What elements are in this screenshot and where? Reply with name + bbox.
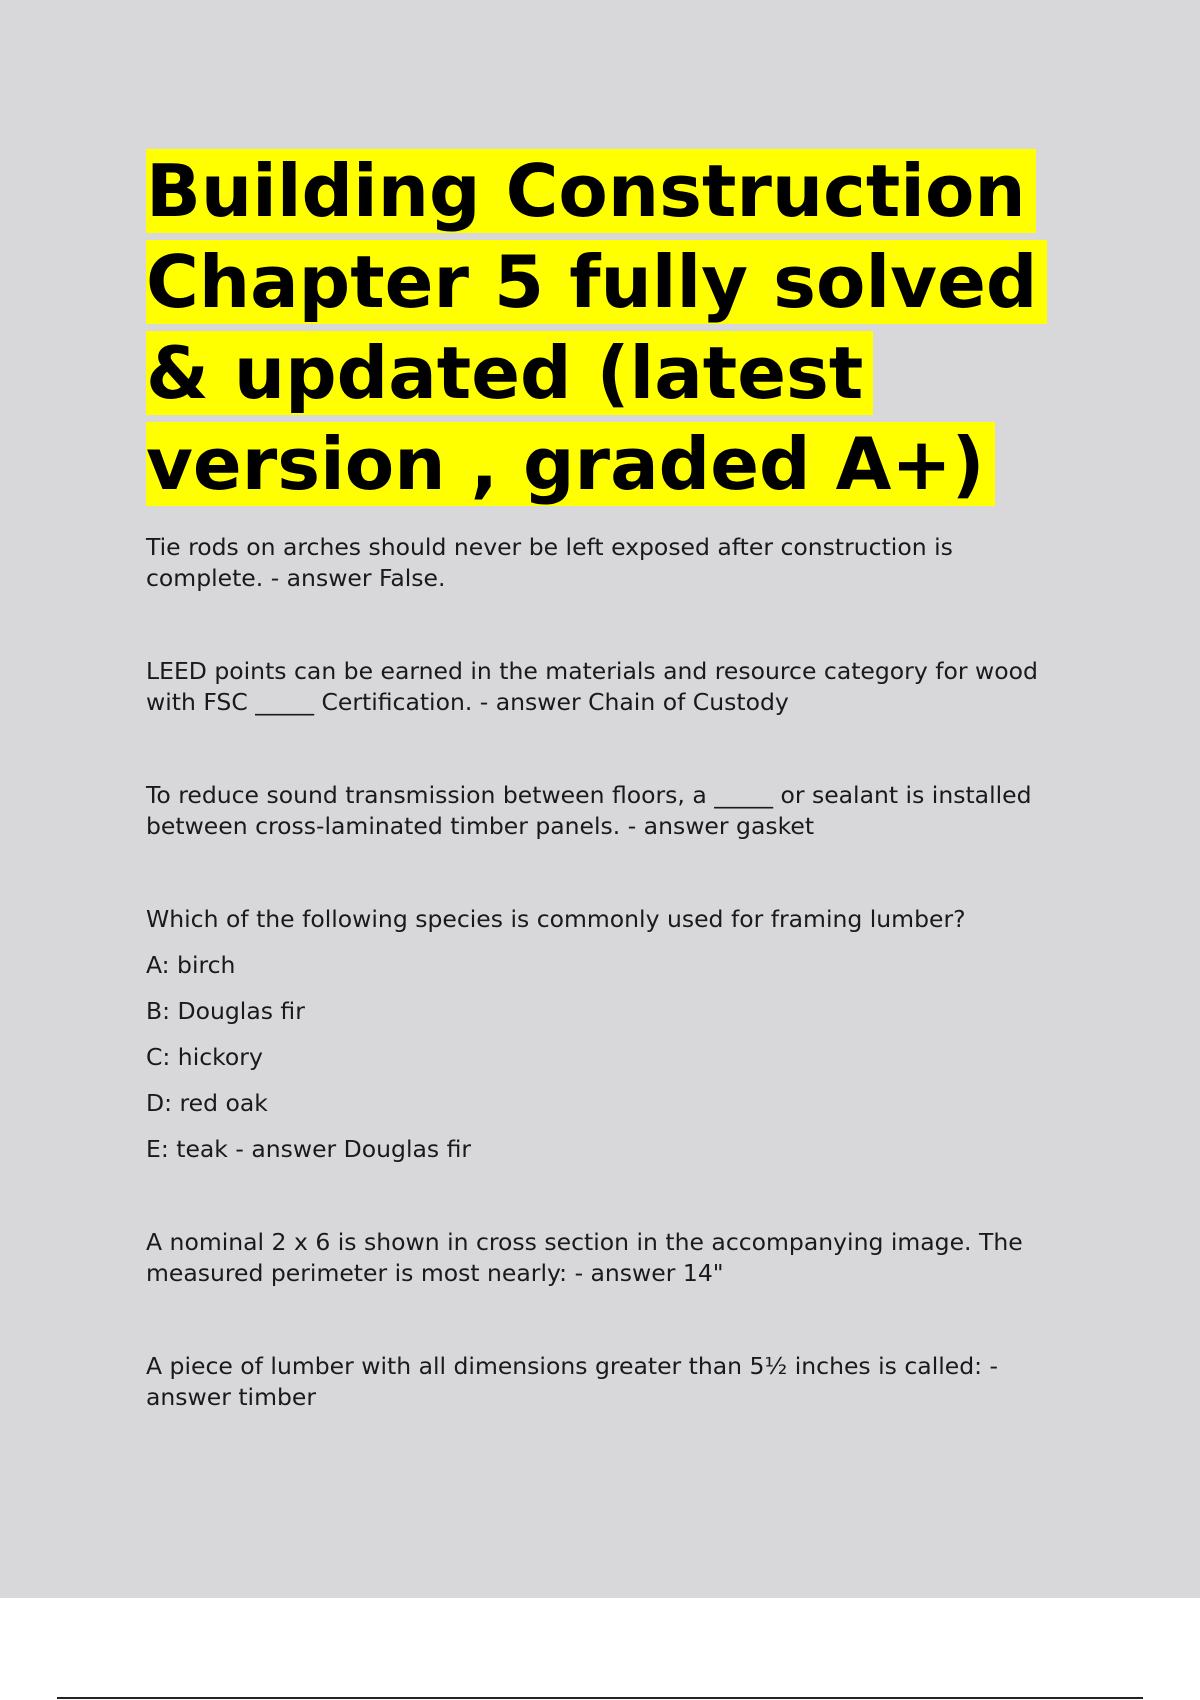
qa-item-text: A nominal 2 x 6 is shown in cross section in the accompanying image. The measured perimeter is most nearly: - answer 14" bbox=[146, 1228, 1023, 1287]
qa-item-4 bbox=[146, 904, 1076, 1165]
document-title bbox=[146, 146, 1076, 510]
answer-option-a: A: birch bbox=[146, 951, 236, 979]
footer-divider bbox=[57, 1697, 1143, 1699]
qa-item-1 bbox=[146, 532, 1076, 594]
answer-option-b: B: Douglas fir bbox=[146, 997, 305, 1025]
qa-item-text: LEED points can be earned in the materials and resource category for wood with FSC _____ Certification. - answer Chain of Custody bbox=[146, 657, 1038, 716]
qa-item-text: To reduce sound transmission between floors, a _____ or sealant is installed between cross-laminated timber panels. - answer gasket bbox=[146, 781, 1032, 840]
qa-item-text: A piece of lumber with all dimensions greater than 5½ inches is called: - answer timber bbox=[146, 1352, 999, 1411]
answer-option-c: C: hickory bbox=[146, 1043, 263, 1071]
qa-item-text: Tie rods on arches should never be left exposed after construction is complete. - answer False. bbox=[146, 533, 953, 592]
qa-item-5 bbox=[146, 1227, 1076, 1289]
document-body bbox=[146, 146, 1076, 1413]
answer-option-d: D: red oak bbox=[146, 1089, 268, 1117]
qa-item-3 bbox=[146, 780, 1076, 842]
qa-question: Which of the following species is commonly used for framing lumber? bbox=[146, 905, 966, 933]
title-highlight: Building Construction Chapter 5 fully solved & updated (latest version , graded A+) bbox=[146, 149, 1047, 506]
qa-item-2 bbox=[146, 656, 1076, 718]
answer-option-e: E: teak - answer Douglas fir bbox=[146, 1135, 472, 1163]
qa-item-6 bbox=[146, 1351, 1076, 1413]
